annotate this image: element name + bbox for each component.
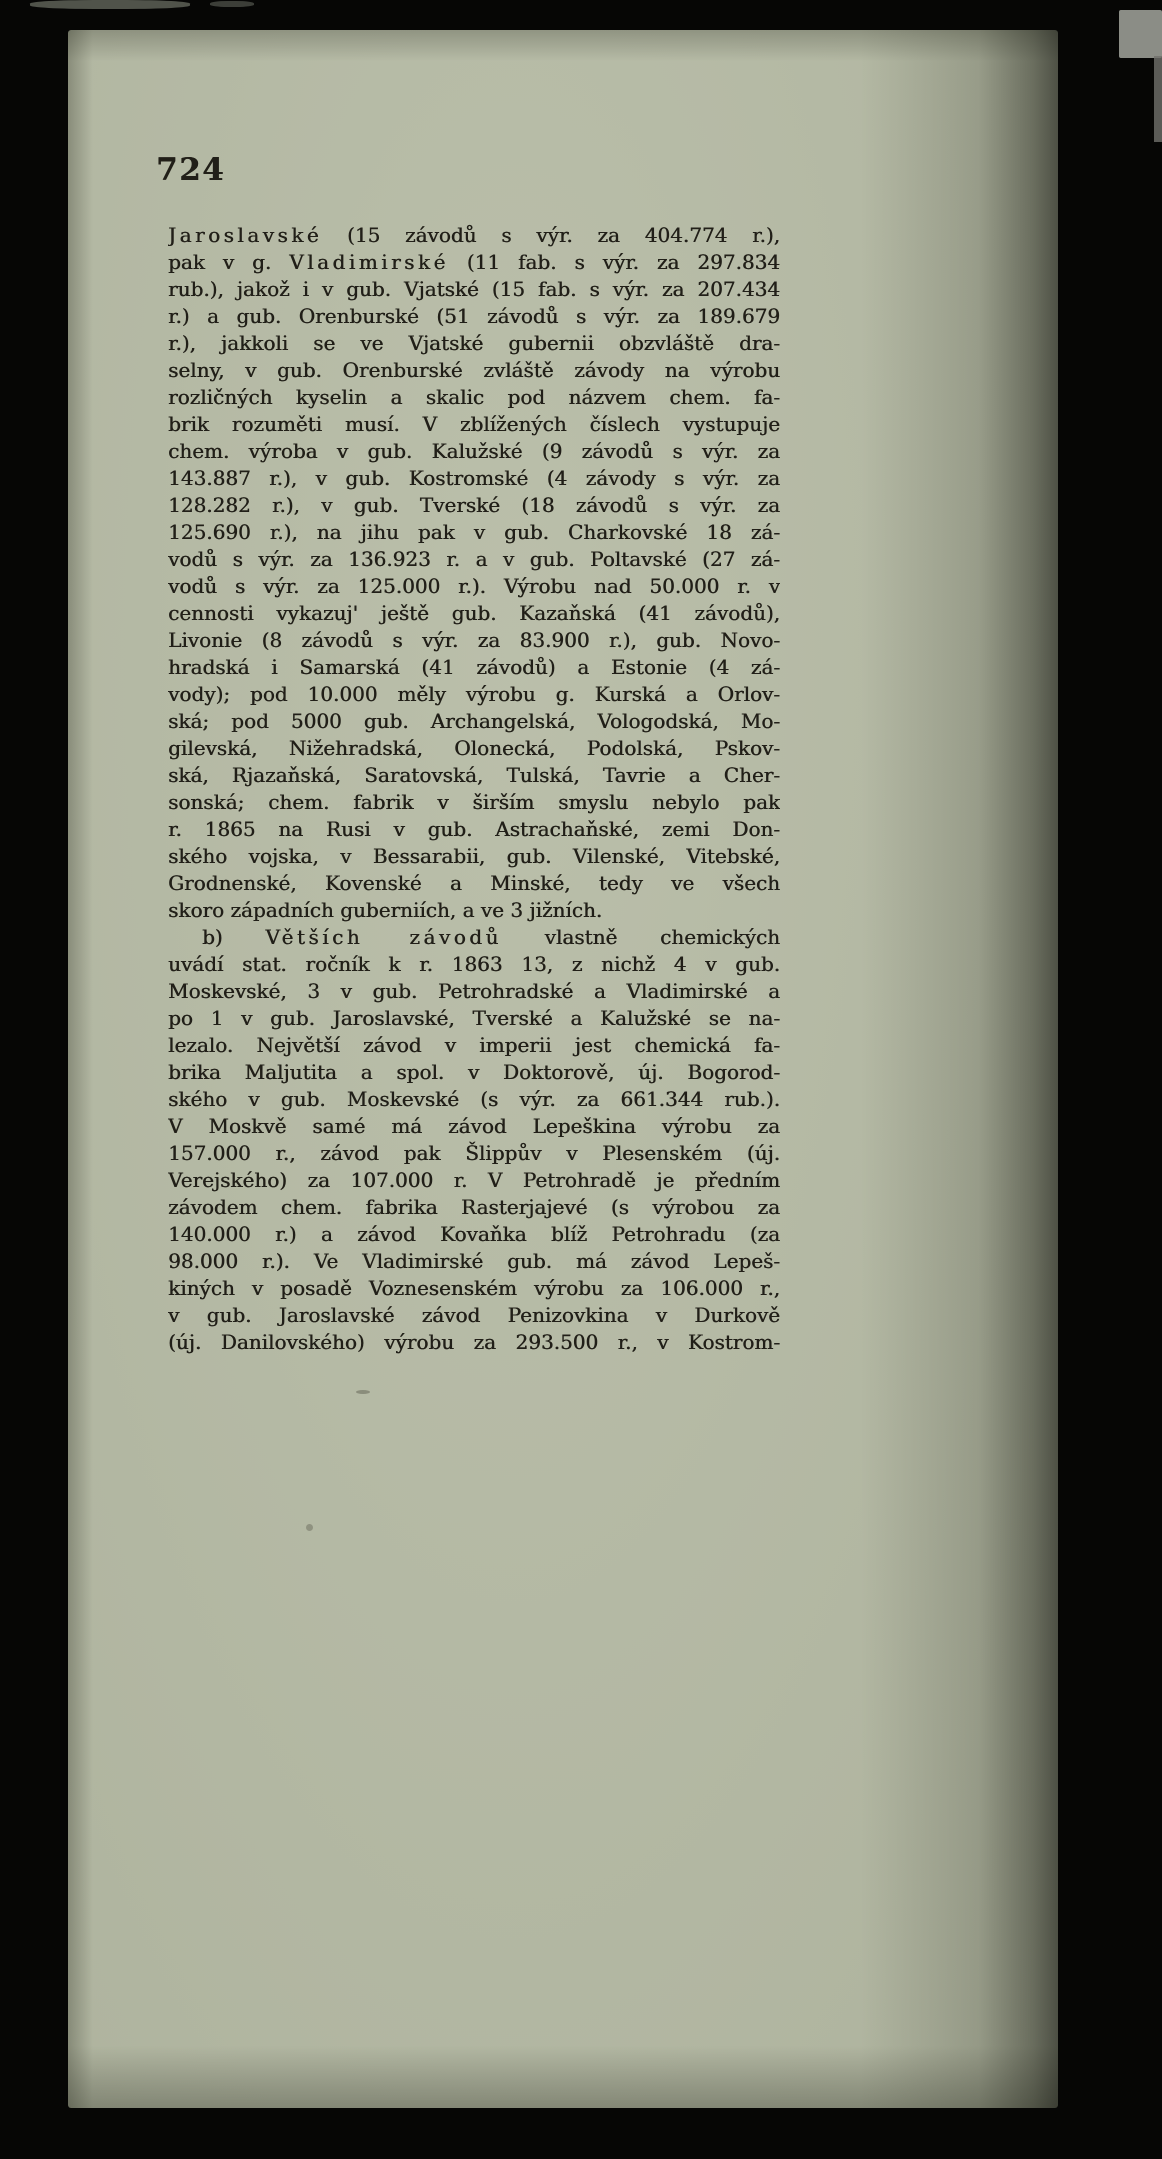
text-line <box>168 573 780 600</box>
text-segment: skoro západních guberniích, a ve 3 jižních. <box>168 898 603 922</box>
scan-edge-artifact <box>30 0 190 9</box>
text-segment: kiných v posadě Voznesenském výrobu za 106.000 r., <box>168 1276 780 1300</box>
text-segment: b) <box>202 925 266 949</box>
ink-speck <box>356 1390 370 1394</box>
text-segment: vlastně chemických <box>501 925 780 949</box>
spaced-emphasis-text: Jaroslavské <box>168 223 323 247</box>
text-line <box>168 1059 780 1086</box>
text-line <box>168 303 780 330</box>
text-segment: ská, Rjazaňská, Saratovská, Tulská, Tavrie a Cher- <box>168 763 780 787</box>
text-line <box>168 1140 780 1167</box>
text-line <box>168 465 780 492</box>
text-segment: 125.690 r.), na jihu pak v gub. Charkovské 18 zá- <box>168 520 780 544</box>
text-line <box>168 411 780 438</box>
text-line <box>168 654 780 681</box>
text-line <box>168 843 780 870</box>
text-line <box>168 681 780 708</box>
text-line <box>168 1113 780 1140</box>
text-line <box>168 249 780 276</box>
page-number: 724 <box>156 152 226 188</box>
text-segment: 157.000 r., závod pak Šlippův v Plesenském (új. <box>168 1141 780 1165</box>
text-segment: (11 fab. s výr. za 297.834 <box>448 250 780 274</box>
text-segment: ského v gub. Moskevské (s výr. za 661.344 rub.). <box>168 1087 780 1111</box>
text-segment: pak v g. <box>168 250 290 274</box>
text-line <box>168 519 780 546</box>
text-line <box>168 978 780 1005</box>
spaced-emphasis-text: Větších závodů <box>265 925 502 949</box>
text-segment: r.), jakkoli se ve Vjatské gubernii obzvláště dra- <box>168 331 780 355</box>
text-segment: Livonie (8 závodů s výr. za 83.900 r.), gub. Novo- <box>168 628 780 652</box>
text-line <box>168 627 780 654</box>
text-line <box>168 384 780 411</box>
text-segment: vodů s výr. za 125.000 r.). Výrobu nad 50.000 r. v <box>168 574 780 598</box>
text-line <box>168 276 780 303</box>
text-line <box>168 870 780 897</box>
text-segment: v gub. Jaroslavské závod Penizovkina v Durkově <box>168 1303 780 1327</box>
text-line <box>168 357 780 384</box>
text-segment: po 1 v gub. Jaroslavské, Tverské a Kalužské se na- <box>168 1006 780 1030</box>
text-segment: uvádí stat. ročník k r. 1863 13, z nichž 4 v gub. <box>168 952 780 976</box>
text-segment: ského vojska, v Bessarabii, gub. Vilenské, Vitebské, <box>168 844 780 868</box>
text-line <box>168 924 780 951</box>
text-block <box>168 222 780 1356</box>
text-segment: Grodnenské, Kovenské a Minské, tedy ve všech <box>168 871 780 895</box>
text-line <box>168 735 780 762</box>
text-segment: 128.282 r.), v gub. Tverské (18 závodů s výr. za <box>168 493 780 517</box>
text-segment: (15 závodů s výr. za 404.774 r.), <box>322 223 780 247</box>
text-segment: 143.887 r.), v gub. Kostromské (4 závody s výr. za <box>168 466 780 490</box>
text-line <box>168 330 780 357</box>
text-line <box>168 1275 780 1302</box>
text-line <box>168 438 780 465</box>
text-line <box>168 1167 780 1194</box>
scan-edge-artifact <box>210 1 254 7</box>
text-segment: Moskevské, 3 v gub. Petrohradské a Vladimirské a <box>168 979 780 1003</box>
text-segment: rozličných kyselin a skalic pod názvem chem. fa- <box>168 385 780 409</box>
text-segment: 98.000 r.). Ve Vladimirské gub. má závod Lepeš- <box>168 1249 780 1273</box>
text-segment: V Moskvě samé má závod Lepeškina výrobu za <box>168 1114 780 1138</box>
scan-corner-artifact <box>1119 10 1162 58</box>
text-line <box>168 816 780 843</box>
text-segment: lezalo. Největší závod v imperii jest chemická fa- <box>168 1033 780 1057</box>
ink-speck <box>306 1524 313 1531</box>
text-line <box>168 1221 780 1248</box>
text-line <box>168 762 780 789</box>
text-segment: cennosti vykazuj' ještě gub. Kazaňská (41 závodů), <box>168 601 780 625</box>
text-segment: Verejského) za 107.000 r. V Petrohradě je předním <box>168 1168 780 1192</box>
text-line <box>168 897 780 924</box>
text-segment: závodem chem. fabrika Rasterjajevé (s výrobou za <box>168 1195 780 1219</box>
scan-edge-artifact <box>1154 56 1162 142</box>
text-segment: r. 1865 na Rusi v gub. Astrachaňské, zemi Don- <box>168 817 780 841</box>
text-segment: vodů s výr. za 136.923 r. a v gub. Poltavské (27 zá- <box>168 547 780 571</box>
spaced-emphasis-text: Vladimirské <box>289 250 449 274</box>
text-segment: brik rozuměti musí. V zblížených číslech vystupuje <box>168 412 780 436</box>
text-line <box>168 492 780 519</box>
text-line <box>168 1248 780 1275</box>
text-segment: ská; pod 5000 gub. Archangelská, Vologodská, Mo- <box>168 709 780 733</box>
text-line <box>168 1086 780 1113</box>
text-segment: 140.000 r.) a závod Kovaňka blíž Petrohradu (za <box>168 1222 780 1246</box>
text-segment: gilevská, Nižehradská, Olonecká, Podolská, Pskov- <box>168 736 780 760</box>
text-line <box>168 546 780 573</box>
text-line <box>168 600 780 627</box>
text-line <box>168 951 780 978</box>
text-line <box>168 1005 780 1032</box>
text-segment: rub.), jakož i v gub. Vjatské (15 fab. s výr. za 207.434 <box>168 277 780 301</box>
text-segment: selny, v gub. Orenburské zvláště závody na výrobu <box>168 358 780 382</box>
text-segment: vody); pod 10.000 měly výrobu g. Kurská a Orlov- <box>168 682 780 706</box>
text-segment: hradská i Samarská (41 závodů) a Estonie (4 zá- <box>168 655 780 679</box>
text-line <box>168 222 780 249</box>
text-segment: brika Maljutita a spol. v Doktorově, új. Bogorod- <box>168 1060 780 1084</box>
text-line <box>168 1329 780 1356</box>
text-segment: sonská; chem. fabrik v širším smyslu nebylo pak <box>168 790 780 814</box>
text-line <box>168 789 780 816</box>
text-segment: chem. výroba v gub. Kalužské (9 závodů s výr. za <box>168 439 780 463</box>
text-line <box>168 1302 780 1329</box>
text-line <box>168 708 780 735</box>
text-line <box>168 1032 780 1059</box>
text-segment: r.) a gub. Orenburské (51 závodů s výr. za 189.679 <box>168 304 780 328</box>
text-segment: (új. Danilovského) výrobu za 293.500 r., v Kostrom- <box>168 1330 780 1354</box>
book-page <box>68 30 1058 2108</box>
text-line <box>168 1194 780 1221</box>
